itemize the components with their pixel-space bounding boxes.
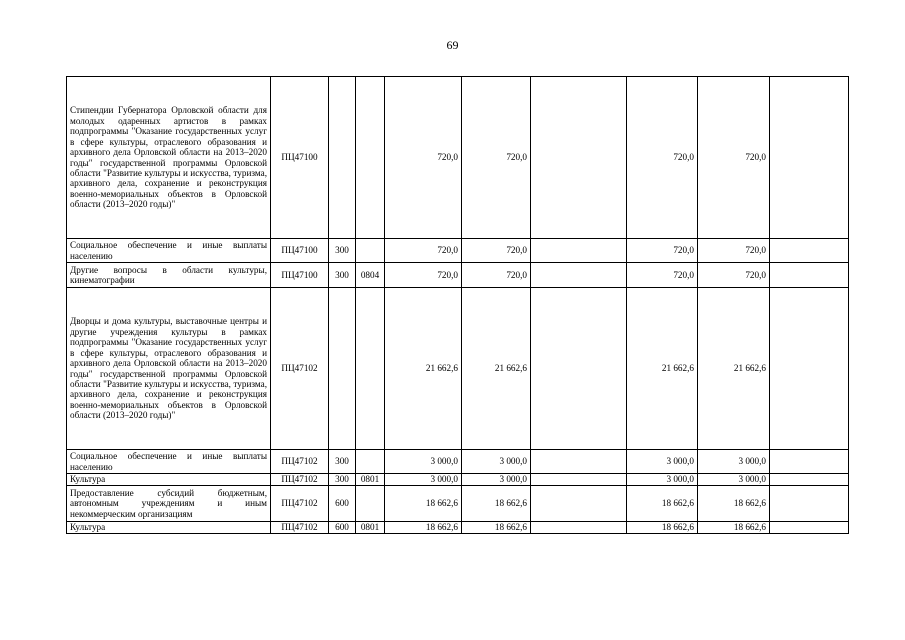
amount-cell: 720,0: [462, 239, 531, 263]
amount-cell: [531, 450, 627, 474]
table-row: [67, 288, 849, 450]
amount-cell: 720,0: [385, 77, 462, 239]
expense-type-cell: 600: [329, 522, 356, 534]
amount-cell: 720,0: [698, 239, 770, 263]
expense-type-cell: 300: [329, 450, 356, 474]
amount-cell: [770, 263, 849, 288]
section-code-cell: [356, 239, 385, 263]
amount-cell: [770, 486, 849, 522]
amount-cell: 720,0: [385, 239, 462, 263]
amount-cell: 720,0: [462, 77, 531, 239]
amount-cell: 720,0: [698, 263, 770, 288]
expense-type-cell: 300: [329, 239, 356, 263]
amount-cell: 3 000,0: [462, 450, 531, 474]
amount-cell: 21 662,6: [385, 288, 462, 450]
row-description: Стипендии Губернатора Орловской области для молодых одаренных артистов в рамках подпрограммы "Оказание государственных услуг в сфере культуры, отраслевого образования и архивного дела Орловской области на 2013–2020 годы" государственной программы Орловской области "Развитие культуры и искусства, туризма, архивного дела, сохранение и реконструкция военно-мемориальных объектов в Орловской области (2013–2020 годы)": [67, 77, 271, 239]
amount-cell: [770, 450, 849, 474]
row-description: Культура: [67, 474, 271, 486]
section-code-cell: [356, 486, 385, 522]
section-code-cell: 0804: [356, 263, 385, 288]
amount-cell: 720,0: [462, 263, 531, 288]
amount-cell: 18 662,6: [698, 522, 770, 534]
amount-cell: 18 662,6: [627, 486, 698, 522]
table-row: [67, 77, 849, 239]
target-code-cell: ПЦ47102: [271, 522, 329, 534]
section-code-cell: [356, 77, 385, 239]
table-row: [67, 239, 849, 263]
page-number: 69: [446, 38, 459, 52]
amount-cell: 18 662,6: [462, 486, 531, 522]
expense-type-cell: 600: [329, 486, 356, 522]
target-code-cell: ПЦ47102: [271, 450, 329, 474]
amount-cell: [531, 239, 627, 263]
table-row: [67, 450, 849, 474]
table-row: [67, 486, 849, 522]
expense-type-cell: 300: [329, 263, 356, 288]
amount-cell: 18 662,6: [385, 486, 462, 522]
amount-cell: [531, 474, 627, 486]
amount-cell: [770, 474, 849, 486]
amount-cell: 720,0: [385, 263, 462, 288]
amount-cell: 18 662,6: [698, 486, 770, 522]
section-code-cell: [356, 288, 385, 450]
amount-cell: 18 662,6: [385, 522, 462, 534]
expense-type-cell: [329, 288, 356, 450]
row-description: Дворцы и дома культуры, выставочные центры и другие учреждения культуры в рамках подпрограммы "Оказание государственных услуг в сфере культуры, отраслевого образования и архивного дела Орловской области на 2013–2020 годы" государственной программы Орловской области "Развитие культуры и искусства, туризма, архивного дела, сохранение и реконструкция военно-мемориальных объектов в Орловской области (2013–2020 годы)": [67, 288, 271, 450]
target-code-cell: ПЦ47102: [271, 486, 329, 522]
amount-cell: 720,0: [698, 77, 770, 239]
amount-cell: [531, 288, 627, 450]
table-row: [67, 263, 849, 288]
amount-cell: 21 662,6: [627, 288, 698, 450]
amount-cell: 720,0: [627, 239, 698, 263]
amount-cell: [770, 522, 849, 534]
row-description: Другие вопросы в области культуры, кинематографии: [67, 263, 271, 288]
amount-cell: 21 662,6: [462, 288, 531, 450]
amount-cell: [770, 77, 849, 239]
amount-cell: [531, 77, 627, 239]
row-description: Культура: [67, 522, 271, 534]
amount-cell: 21 662,6: [698, 288, 770, 450]
target-code-cell: ПЦ47100: [271, 239, 329, 263]
amount-cell: 18 662,6: [462, 522, 531, 534]
amount-cell: 3 000,0: [462, 474, 531, 486]
row-description: Социальное обеспечение и иные выплаты населению: [67, 450, 271, 474]
amount-cell: [531, 486, 627, 522]
expense-type-cell: 300: [329, 474, 356, 486]
row-description: Предоставление субсидий бюджетным, автономным учреждениям и иным некоммерческим организациям: [67, 486, 271, 522]
expense-type-cell: [329, 77, 356, 239]
section-code-cell: 0801: [356, 522, 385, 534]
target-code-cell: ПЦ47102: [271, 288, 329, 450]
amount-cell: 720,0: [627, 263, 698, 288]
amount-cell: [770, 288, 849, 450]
budget-table: [66, 76, 849, 534]
table-row: [67, 522, 849, 534]
section-code-cell: [356, 450, 385, 474]
section-code-cell: 0801: [356, 474, 385, 486]
amount-cell: 3 000,0: [385, 474, 462, 486]
amount-cell: 3 000,0: [627, 474, 698, 486]
amount-cell: 3 000,0: [385, 450, 462, 474]
amount-cell: [770, 239, 849, 263]
table-row: [67, 474, 849, 486]
amount-cell: [531, 522, 627, 534]
target-code-cell: ПЦ47100: [271, 263, 329, 288]
amount-cell: 720,0: [627, 77, 698, 239]
amount-cell: 18 662,6: [627, 522, 698, 534]
row-description: Социальное обеспечение и иные выплаты населению: [67, 239, 271, 263]
amount-cell: 3 000,0: [627, 450, 698, 474]
amount-cell: 3 000,0: [698, 474, 770, 486]
target-code-cell: ПЦ47102: [271, 474, 329, 486]
target-code-cell: ПЦ47100: [271, 77, 329, 239]
amount-cell: 3 000,0: [698, 450, 770, 474]
amount-cell: [531, 263, 627, 288]
